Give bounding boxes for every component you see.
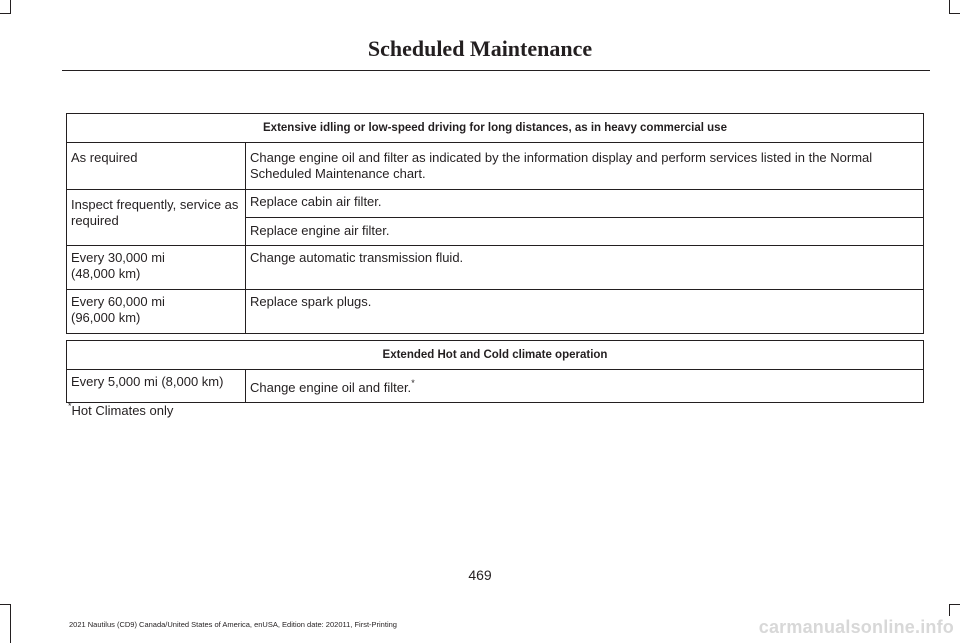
- page-title: Scheduled Maintenance: [367, 36, 593, 61]
- table-header-row: [67, 341, 924, 370]
- table-row: [67, 246, 924, 290]
- interval-cell: Inspect frequently, service as required: [67, 190, 246, 246]
- climate-maintenance-table: [66, 340, 924, 403]
- service-cell: Replace spark plugs.: [246, 290, 924, 334]
- interval-cell: Every 30,000 mi (48,000 km): [67, 246, 246, 290]
- watermark: carmanualsonline.info: [758, 617, 954, 637]
- crop-mark: [949, 0, 950, 14]
- footnote: [68, 403, 173, 418]
- interval-cell: Every 60,000 mi (96,000 km): [67, 290, 246, 334]
- table-heading: Extensive idling or low-speed driving for long distances, as in heavy commercial use: [67, 114, 924, 143]
- service-cell: Change engine oil and filter as indicated by the information display and perform services listed in the Normal Scheduled Maintenance chart.: [246, 143, 924, 190]
- table-row: [67, 370, 924, 403]
- footnote-marker: *: [68, 401, 72, 411]
- edition-footer: 2021 Nautilus (CD9) Canada/United States of America, enUSA, Edition date: 202011, First-Printing: [69, 620, 397, 629]
- idling-maintenance-table: [66, 113, 924, 334]
- table-heading: Extended Hot and Cold climate operation: [67, 341, 924, 370]
- table-row: [67, 190, 924, 218]
- crop-mark: [0, 13, 11, 14]
- footnote-marker: *: [411, 378, 415, 388]
- crop-mark: [0, 604, 11, 605]
- service-text: Change engine oil and filter.: [250, 380, 412, 395]
- crop-mark: [10, 0, 11, 14]
- table-row: [67, 290, 924, 334]
- footnote-text: Hot Climates only: [71, 403, 174, 418]
- title-divider: [62, 70, 930, 71]
- interval-cell: As required: [67, 143, 246, 190]
- crop-mark: [10, 604, 11, 643]
- service-cell: Change automatic transmission fluid.: [246, 246, 924, 290]
- interval-cell: Every 5,000 mi (8,000 km): [67, 370, 246, 403]
- service-cell: [246, 370, 924, 403]
- page-number: 469: [468, 567, 492, 583]
- table-row: [67, 143, 924, 190]
- service-cell: Replace cabin air filter.: [246, 190, 924, 218]
- table-header-row: [67, 114, 924, 143]
- service-cell: Replace engine air filter.: [246, 218, 924, 246]
- crop-mark: [949, 13, 960, 14]
- crop-mark: [949, 604, 960, 605]
- crop-mark: [949, 604, 950, 616]
